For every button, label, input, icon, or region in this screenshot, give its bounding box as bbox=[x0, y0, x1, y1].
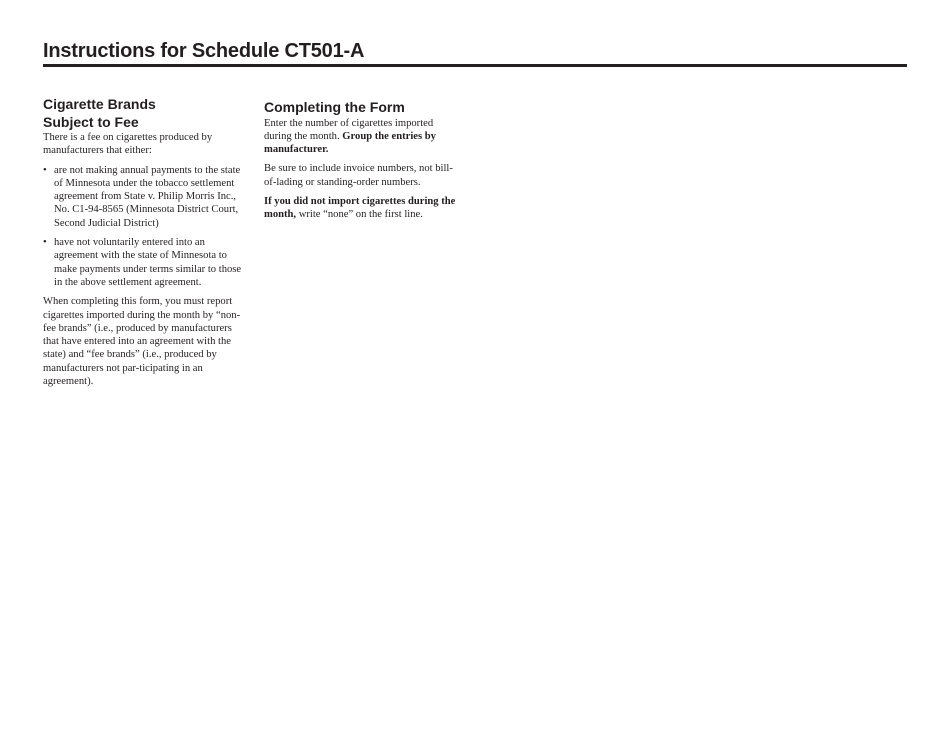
bullet-icon: • bbox=[43, 237, 47, 249]
closing-paragraph: When completing this form, you must report cigarettes imported during the month by “non-fee brands” (i.e., produced by manufacturers that have entered into an agreement with the state) and “fee brands” (i.e., produced by manufacturers not par-ticipating in an agreement). bbox=[43, 296, 241, 388]
paragraph-text: Enter the number of cigarettes imported during the month. bbox=[264, 117, 434, 142]
completing-form-section bbox=[264, 99, 462, 228]
bullet-icon: • bbox=[43, 164, 47, 176]
list-item bbox=[43, 164, 245, 230]
section-heading: Completing the Form bbox=[264, 99, 405, 115]
section-heading bbox=[43, 96, 245, 131]
title-rule bbox=[43, 64, 907, 67]
fee-brands-section bbox=[43, 96, 245, 394]
paragraph-text: write “none” on the first line. bbox=[296, 209, 423, 221]
page-title: Instructions for Schedule CT501-A bbox=[43, 40, 365, 62]
paragraph-bold-text: If you did not import cigarettes during the month, bbox=[264, 195, 456, 221]
list-item-text: are not making annual payments to the state of Minnesota under the tobacco settlement agreement from State v. Philip Morris Inc., No. C1-94-8565 (Minnesota District Court, Second Judicial District) bbox=[54, 164, 241, 229]
paragraph-3 bbox=[264, 195, 462, 222]
paragraph-bold-text: Group the entries by manufacturer. bbox=[264, 130, 436, 156]
list-item-text: have not voluntarily entered into an agreement with the state of Minnesota to make payments under terms similar to those in the above settlement agreement. bbox=[54, 237, 242, 288]
intro-paragraph: There is a fee on cigarettes produced by manufacturers that either: bbox=[43, 132, 213, 157]
list-item bbox=[43, 236, 245, 289]
paragraph-1 bbox=[264, 117, 462, 157]
criteria-list bbox=[43, 164, 245, 290]
heading-line-1: Cigarette Brands bbox=[43, 96, 156, 112]
paragraph-2: Be sure to include invoice numbers, not bill-of-lading or standing-order numbers. bbox=[264, 163, 453, 188]
heading-line-2: Subject to Fee bbox=[43, 113, 139, 130]
